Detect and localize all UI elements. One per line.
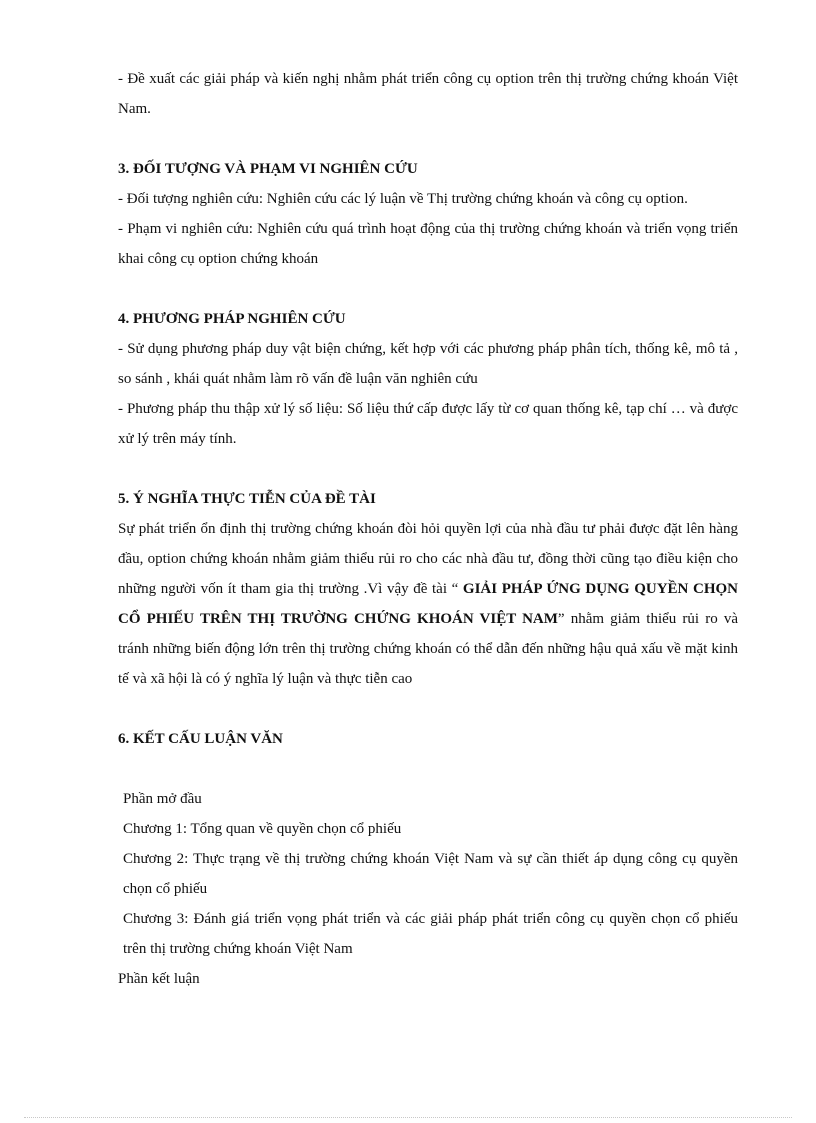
section-4-item-method: - Sử dụng phương pháp duy vật biện chứng, kết hợp với các phương pháp phân tích, thống kê, mô tả , so sánh , khái quát nhằm làm rõ vấn đề luận văn nghiên cứu	[118, 341, 738, 387]
structure-item-chapter-1: Chương 1: Tổng quan về quyền chọn cổ phiếu	[123, 821, 402, 837]
section-6-heading: 6. KẾT CẤU LUẬN VĂN	[118, 731, 283, 747]
intro-paragraph: - Đề xuất các giải pháp và kiến nghị nhằm phát triển công cụ option trên thị trường chứng khoán Việt Nam.	[118, 71, 738, 117]
section-5-text-after: ” nhằm giảm thiểu rủi ro và tránh những biến động lớn trên thị trường chứng khoán có thể dẫn đến những hậu quả xấu về mặt kinh tế và xã hội là có ý nghĩa lý luận và thực tiễn cao	[118, 611, 738, 687]
document-page	[118, 64, 738, 994]
spacer	[118, 124, 738, 154]
section-4-item-data-collection: - Phương pháp thu thập xử lý số liệu: Số liệu thứ cấp được lấy từ cơ quan thống kê, tạp chí … và được xử lý trên máy tính.	[118, 401, 738, 447]
structure-item-conclusion: Phần kết luận	[118, 971, 200, 987]
structure-item-chapter-3: Chương 3: Đánh giá triển vọng phát triển và các giải pháp phát triển công cụ quyền chọn cổ phiếu trên thị trường chứng khoán Việt Nam	[123, 911, 738, 957]
section-5-text-before: Sự phát triển ổn định thị trường chứng khoán đòi hỏi quyền lợi của nhà đầu tư phải được đặt lên hàng đầu, option chứng khoán nhằm giảm thiểu rủi ro cho các nhà đầu tư, đồng thời cũng tạo điều kiện cho những người vốn ít tham gia thị trường .Vì vậy đề tài “	[118, 521, 738, 597]
spacer	[118, 694, 738, 724]
section-3-heading: 3. ĐỐI TƯỢNG VÀ PHẠM VI NGHIÊN CỨU	[118, 161, 418, 177]
section-3-item-research-object: - Đối tượng nghiên cứu: Nghiên cứu các lý luận về Thị trường chứng khoán và công cụ option.	[118, 191, 688, 207]
section-3-item-research-scope: - Phạm vi nghiên cứu: Nghiên cứu quá trình hoạt động của thị trường chứng khoán và triển vọng triển khai công cụ option chứng khoán	[118, 221, 738, 267]
structure-item-chapter-2: Chương 2: Thực trạng về thị trường chứng khoán Việt Nam và sự cần thiết áp dụng công cụ quyền chọn cổ phiếu	[123, 851, 738, 897]
page-bottom-divider	[24, 1117, 792, 1118]
section-5-paragraph	[118, 514, 738, 694]
spacer	[118, 274, 738, 304]
section-4-heading: 4. PHƯƠNG PHÁP NGHIÊN CỨU	[118, 311, 346, 327]
thesis-title: GIẢI PHÁP ỨNG DỤNG QUYỀN CHỌN CỔ PHIẾU TRÊN THỊ TRƯỜNG CHỨNG KHOÁN VIỆT NAM	[118, 581, 738, 627]
spacer	[118, 754, 738, 784]
section-5-heading: 5. Ý NGHĨA THỰC TIỄN CỦA ĐỀ TÀI	[118, 491, 376, 507]
spacer	[118, 454, 738, 484]
structure-item-intro: Phần mở đầu	[123, 791, 202, 807]
